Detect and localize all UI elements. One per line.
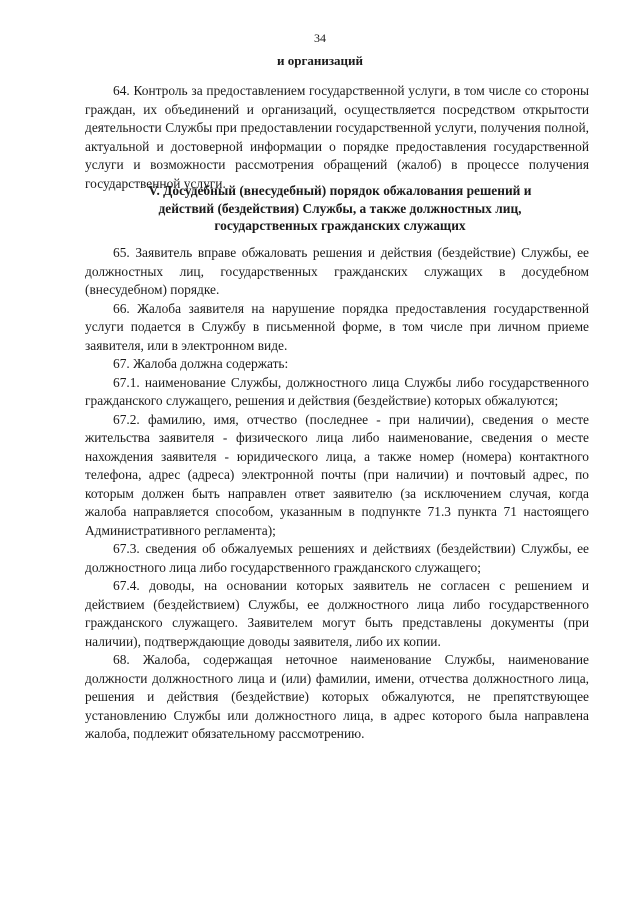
paragraph-65: 65. Заявитель вправе обжаловать решения и действия (бездействие) Службы, ее должностных лиц, государственных гражданских служащих в досудебном (внесудебном) порядке. [85,245,589,297]
section-title: V. Досудебный (внесудебный) порядок обжалования решений и действий (бездействия) Службы, а также должностных лиц, государственных гражданских служащих [148,183,532,233]
paragraph-67-2: 67.2. фамилию, имя, отчество (последнее - при наличии), сведения о месте жительства заявителя - физического лица либо наименование, сведения о месте нахождения заявителя - юридического лица, а также номер (номера) контактного телефона, адрес (адреса) электронной почты (при наличии) и почтовый адрес, по которым должен быть направлен ответ заявителю (за исключением случая, когда жалоба направляется способом, указанным в подпункте 71.3 пункта 71 настоящего Административного регламента); [85,411,589,538]
paragraph-66: 66. Жалоба заявителя на нарушение порядка предоставления государственной услуги подается в Службу в письменной форме, в том числе при личном приеме заявителя, или в электронном виде. [85,300,589,353]
page-number: 34 [314,31,326,45]
paragraph-64: 64. Контроль за предоставлением государственной услуги, в том числе со стороны граждан, их объединений и организаций, осуществляется посредством открытости деятельности Службы при предоставлении государственной услуги, получения полной, актуальной и достоверной информации о порядке предоставления государственной услуги и возможности рассмотрения обращений (жалоб) в процессе получения государственной услуги. [85,83,589,191]
paragraph-block-64 [85,82,589,193]
paragraph-68: 68. Жалоба, содержащая неточное наименование Службы, наименование должности должностного лица и (или) фамилии, имени, отчества должностного лица, решения и действия (бездействие) которых обжалуются, не препятствующее установлению Службы или должностного лица, в адрес которого была направлена жалоба, подлежит обязательному рассмотрению. [85,652,589,741]
paragraph-block-main [85,244,589,744]
continued-heading: и организаций [276,53,364,68]
paragraph-67-4: 67.4. доводы, на основании которых заявитель не согласен с решением и действием (бездействием) Службы, ее должностного лица либо государственного гражданского служащего. Заявителем могут быть представлены документы (при наличии), подтверждающие доводы заявителя, либо их копии. [85,578,589,649]
paragraph-67: 67. Жалоба должна содержать: [113,356,289,371]
paragraph-67-3: 67.3. сведения об обжалуемых решениях и действиях (бездействии) Службы, ее должностного лица либо государственного гражданского служащего; [85,541,589,575]
paragraph-67-1: 67.1. наименование Службы, должностного лица Службы либо государственного гражданского служащего, решения и действия (бездействие) которых обжалуются; [85,374,589,408]
